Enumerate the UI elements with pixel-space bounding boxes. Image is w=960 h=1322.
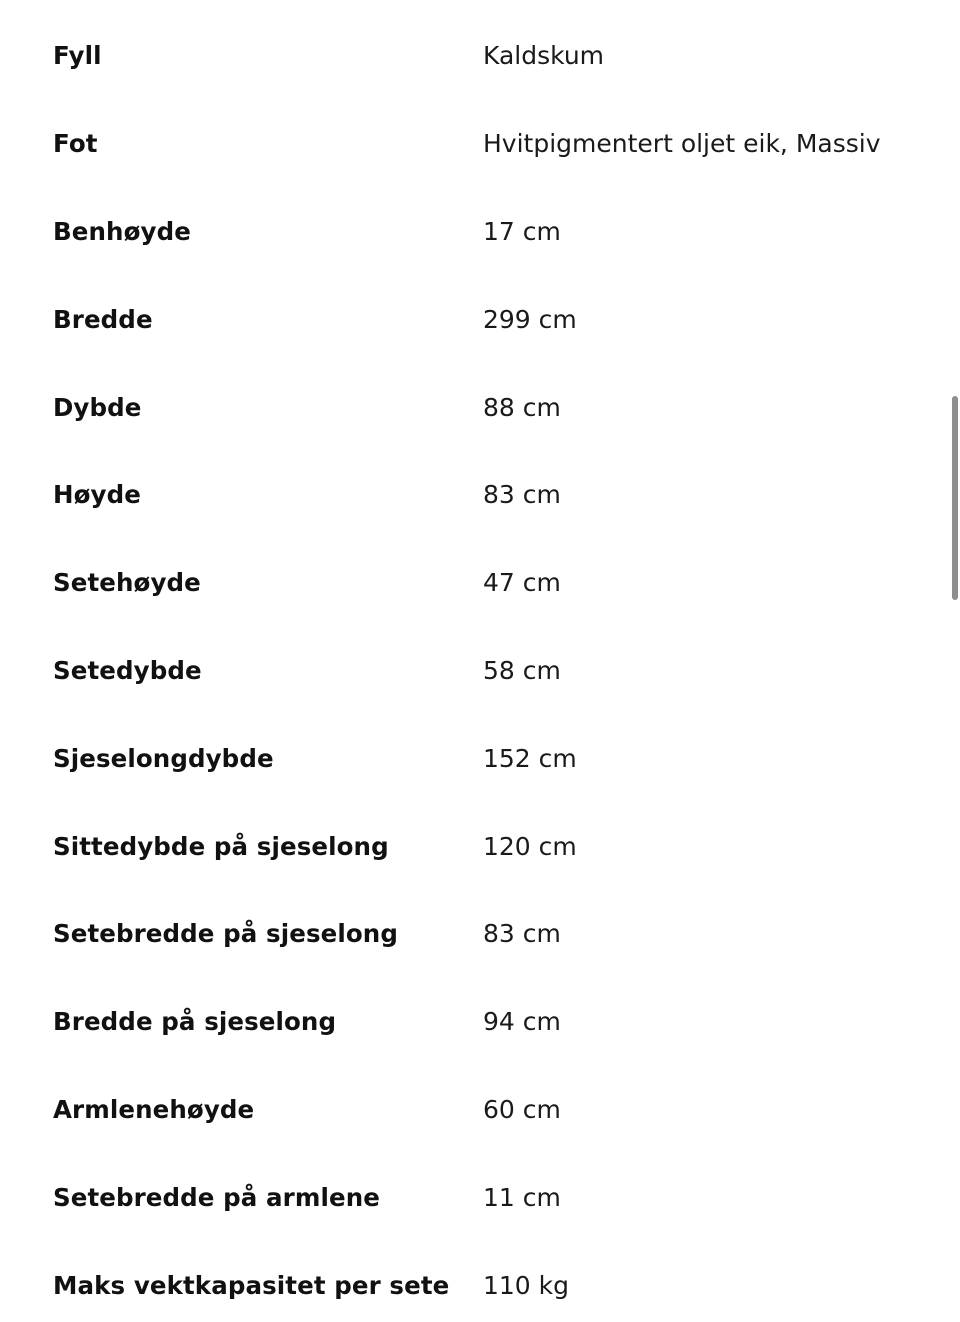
spec-label: Setebredde på sjeselong: [53, 919, 398, 949]
spec-row-armlenehoyde: [53, 1066, 933, 1154]
spec-label: Sjeselongdybde: [53, 743, 274, 773]
spec-row-sjeselongdybde: [53, 714, 933, 802]
scrollbar-thumb[interactable]: [952, 396, 958, 600]
spec-value: 94 cm: [483, 1007, 561, 1037]
product-spec-table: [53, 12, 933, 1322]
spec-value: 58 cm: [483, 655, 561, 685]
spec-label: Armlenehøyde: [53, 1094, 255, 1124]
spec-value: 83 cm: [483, 919, 561, 949]
spec-row-bredde: [53, 275, 933, 363]
spec-row-bredde-sjeselong: [53, 978, 933, 1066]
spec-label: Setedybde: [53, 655, 202, 685]
spec-row-maks-vektkapasitet: [53, 1241, 933, 1322]
spec-row-setebredde-armlene: [53, 1153, 933, 1241]
spec-value: 110 kg: [483, 1270, 570, 1300]
spec-row-benhoyde: [53, 188, 933, 276]
spec-label: Fyll: [53, 41, 102, 71]
spec-value: 83 cm: [483, 480, 561, 510]
spec-row-fyll: [53, 12, 933, 100]
spec-label: Høyde: [53, 480, 141, 510]
spec-value: 47 cm: [483, 568, 561, 598]
spec-value: 152 cm: [483, 743, 577, 773]
spec-row-hoyde: [53, 451, 933, 539]
spec-value: 11 cm: [483, 1182, 561, 1212]
spec-label: Bredde: [53, 304, 153, 334]
spec-row-setedybde: [53, 627, 933, 715]
spec-row-setehoyde: [53, 539, 933, 627]
spec-value: 299 cm: [483, 304, 577, 334]
spec-value: 17 cm: [483, 216, 561, 246]
spec-value: 60 cm: [483, 1094, 561, 1124]
spec-label: Setehøyde: [53, 568, 201, 598]
spec-value: Kaldskum: [483, 41, 605, 71]
spec-row-setebredde-sjeselong: [53, 890, 933, 978]
spec-value: Hvitpigmentert oljet eik, Massiv: [483, 129, 881, 159]
spec-label: Dybde: [53, 392, 142, 422]
spec-value: 120 cm: [483, 831, 577, 861]
spec-row-dybde: [53, 363, 933, 451]
spec-label: Bredde på sjeselong: [53, 1007, 337, 1037]
spec-value: 88 cm: [483, 392, 561, 422]
spec-row-fot: [53, 100, 933, 188]
spec-label: Maks vektkapasitet per sete: [53, 1270, 450, 1300]
spec-label: Fot: [53, 129, 98, 159]
spec-label: Setebredde på armlene: [53, 1182, 380, 1212]
spec-label: Benhøyde: [53, 216, 191, 246]
spec-label: Sittedybde på sjeselong: [53, 831, 389, 861]
spec-row-sittedybde-sjeselong: [53, 802, 933, 890]
